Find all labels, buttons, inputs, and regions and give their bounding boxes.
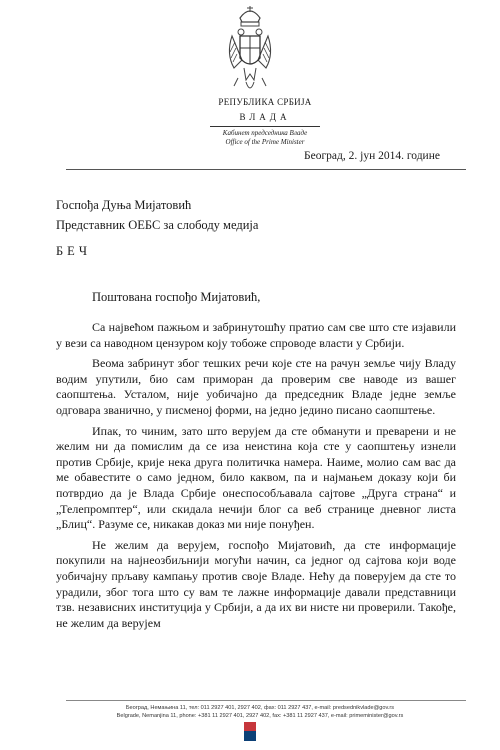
flag-stripe-red — [244, 722, 256, 731]
serbian-coat-of-arms-icon — [224, 2, 276, 96]
paragraph: Веома забринут због тешких речи које сте на рачун земље чију Владу водим упутили, био сам приморан да проверим све наводе из вашег саопштења. Усталом, није уобичајно да председник Владе једне земље одговара званично, у писменој форми, на једно једино писано саопштење. — [56, 356, 456, 417]
letterhead-divider — [210, 126, 320, 127]
addressee-title: Представник ОЕБС за слободу медија — [56, 218, 259, 232]
footer-rule — [66, 700, 466, 701]
government-name: ВЛАДА — [239, 112, 291, 122]
footer-address-en: Belgrade, Nemanjina 11, phone: +381 11 2927 401, 2927 402, fax: +381 11 2927 437, e-mail: primeminister@gov.rs — [116, 713, 404, 719]
addressee-city: БЕЧ — [56, 244, 91, 258]
flag-icon — [244, 722, 256, 750]
cabinet-name: Кабинет председника Владе — [222, 129, 308, 137]
paragraph: Са највећом пажњом и забринутошћу пратио сам све што сте изјавили у вези са наводном цензуром коју тобоже спроводе власти у Србији. — [56, 320, 456, 350]
office-name: Office of the Prime Minister — [225, 138, 305, 146]
letterhead — [210, 96, 320, 147]
footer — [110, 704, 410, 720]
letter-body — [56, 320, 456, 636]
salutation: Поштована госпођо Мијатовић, — [92, 290, 261, 304]
flag-stripe-white — [244, 741, 256, 750]
flag-stripe-blue — [244, 731, 256, 740]
header-rule — [66, 169, 466, 170]
footer-address-sr: Београд, Немањина 11, тел: 011 2927 401, 2927 402, фах: 011 2927 437, e-mail: predsednikvlade@gov.rs — [125, 705, 395, 711]
addressee-name: Госпођа Дуња Мијатовић — [56, 198, 192, 212]
addressee-block — [56, 195, 258, 235]
republic-name: РЕПУБЛИКА СРБИЈА — [218, 97, 312, 107]
paragraph: Ипак, то чиним, зато што верујем да сте обманути и преварени и не желим ни да помислим да се иза неистина која сте у саопштењу изнели против Србије, крије нека друга политичка намера. Наиме, молио сам вас да ме обавестите о само једном, било каквом, па и најмањем доказу који би потврдио да је Влада Србије онеспособљавала сајтове „Друга страна“ и „Телепромптер“, или скидала нечији блог са веб странице дневног листа „Блиц“. Разуме се, никакав доказ ми није понуђен. — [56, 423, 456, 532]
letter-date: Београд, 2. јун 2014. године — [304, 150, 440, 162]
paragraph: Не желим да верујем, госпођо Мијатовић, да сте информације покупили на најнеозбиљнији могући начин, са једног од сајтова који воде уобичајну прљаву кампању против своје Владе. Нећу да поверујем да сте то урадили, због тога што су вам те лажне информације давали представници тзв. независних институција у Србији, а да их ви нисте ни проверили. Такође, не желим да верујем — [56, 537, 456, 630]
